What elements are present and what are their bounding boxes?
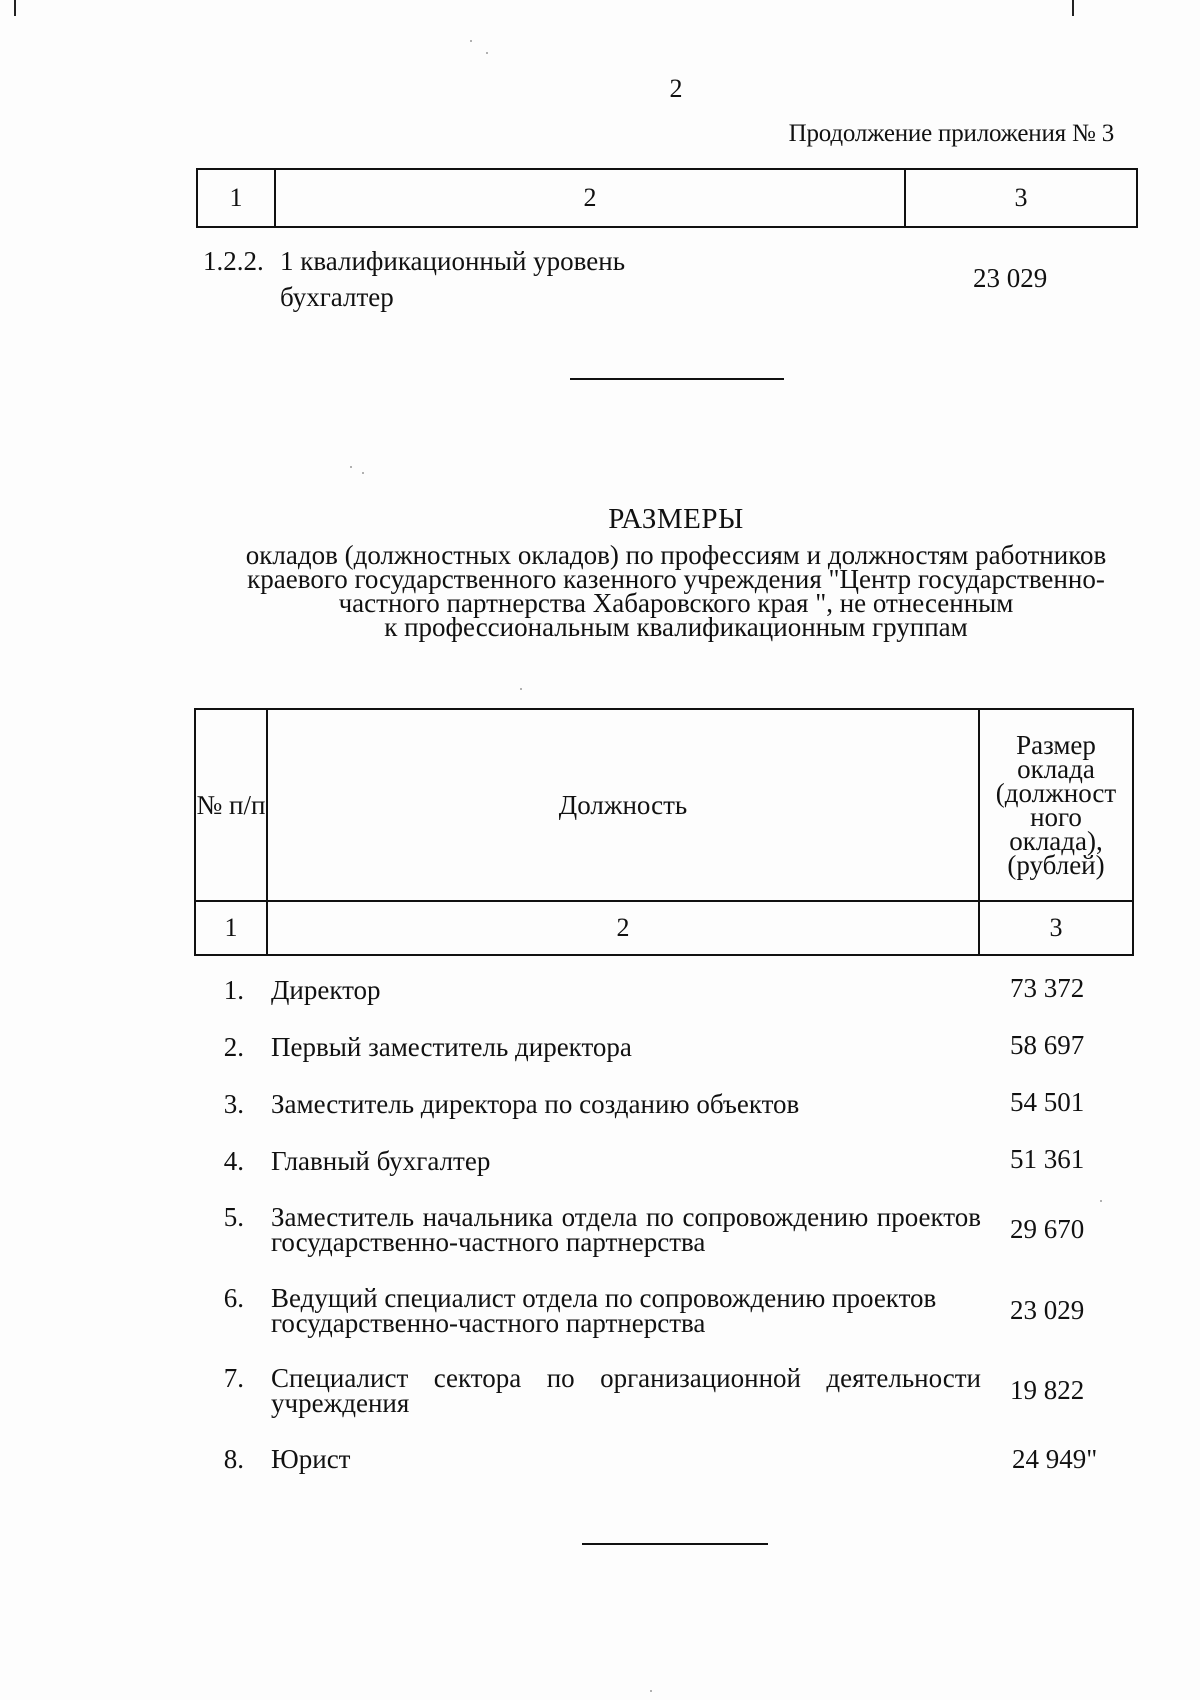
item-number: 1.	[223, 975, 244, 1005]
scan-speck	[650, 1690, 652, 1692]
column-number-2: 2	[275, 169, 905, 227]
item-number: 4.	[223, 1146, 244, 1176]
scan-speck	[520, 688, 522, 690]
scan-speck	[486, 52, 488, 54]
scan-edge-mark	[14, 0, 16, 16]
item-value: 29 670	[1010, 1214, 1085, 1244]
section-divider	[570, 378, 784, 380]
item-title: Директор	[271, 975, 381, 1005]
row-title-line-2: бухгалтер	[280, 282, 394, 312]
item-number: 6.	[223, 1283, 244, 1313]
header-number-column: № п/п	[195, 709, 267, 901]
item-number: 2.	[223, 1032, 244, 1062]
item-number: 8.	[223, 1444, 244, 1474]
item-number: 3.	[223, 1089, 244, 1119]
row-number: 1.2.2.	[203, 246, 264, 276]
item-value: 19 822	[1010, 1375, 1085, 1405]
item-title: Первый заместитель директора	[271, 1032, 632, 1062]
column-number-1: 1	[197, 169, 275, 227]
item-title: Юрист	[271, 1444, 351, 1474]
item-title: Ведущий специалист отдела по сопровождению проектов государственно-частного партнерства	[271, 1283, 937, 1338]
item-title: Заместитель директора по созданию объектов	[271, 1089, 800, 1119]
item-number: 7.	[223, 1363, 244, 1393]
subheading-line: окладов (должностных окладов) по профессиям и должностям работников	[245, 540, 1107, 570]
salary-table-header	[194, 708, 1134, 956]
scan-speck	[470, 40, 472, 42]
header-salary-column: Размер оклада (должност ного оклада), (рублей)	[979, 709, 1133, 901]
column-number-3: 3	[905, 169, 1137, 227]
section-subheading	[210, 540, 1142, 642]
item-value: 58 697	[1010, 1030, 1085, 1060]
row-title	[280, 243, 625, 315]
item-value: 51 361	[1010, 1144, 1085, 1174]
item-title: Главный бухгалтер	[271, 1146, 491, 1176]
item-value: 24 949"	[1012, 1444, 1098, 1474]
page-number: 2	[669, 74, 683, 103]
item-value: 73 372	[1010, 973, 1085, 1003]
scan-speck	[362, 472, 364, 474]
column-number-header-table	[196, 168, 1138, 228]
subheading-line: краевого государственного казенного учреждения "Центр государственно-	[247, 564, 1105, 594]
continuation-label: Продолжение приложения № 3	[788, 120, 1114, 147]
column-number-3: 3	[979, 901, 1133, 955]
item-value: 23 029	[1010, 1295, 1085, 1325]
column-number-1: 1	[195, 901, 267, 955]
item-title: Заместитель начальника отдела по сопровождению проектов государственно-частного партнерства	[271, 1202, 981, 1257]
header-position-column: Должность	[267, 709, 979, 901]
column-number-2: 2	[267, 901, 979, 955]
subheading-line: к профессиональным квалификационным группам	[384, 612, 968, 642]
scan-edge-mark	[1072, 0, 1074, 16]
row-title-line-1: 1 квалификационный уровень	[280, 246, 626, 276]
section-heading: РАЗМЕРЫ	[608, 503, 744, 535]
item-number: 5.	[223, 1202, 244, 1232]
subheading-line: частного партнерства Хабаровского края ", не отнесенным	[338, 588, 1014, 618]
scan-speck	[350, 466, 352, 468]
item-value: 54 501	[1010, 1087, 1085, 1117]
row-value: 23 029	[973, 263, 1048, 293]
item-title: Специалист сектора по организационной деятельности учреждения	[271, 1363, 981, 1418]
scan-speck	[1100, 1200, 1102, 1202]
closing-divider	[582, 1543, 768, 1545]
